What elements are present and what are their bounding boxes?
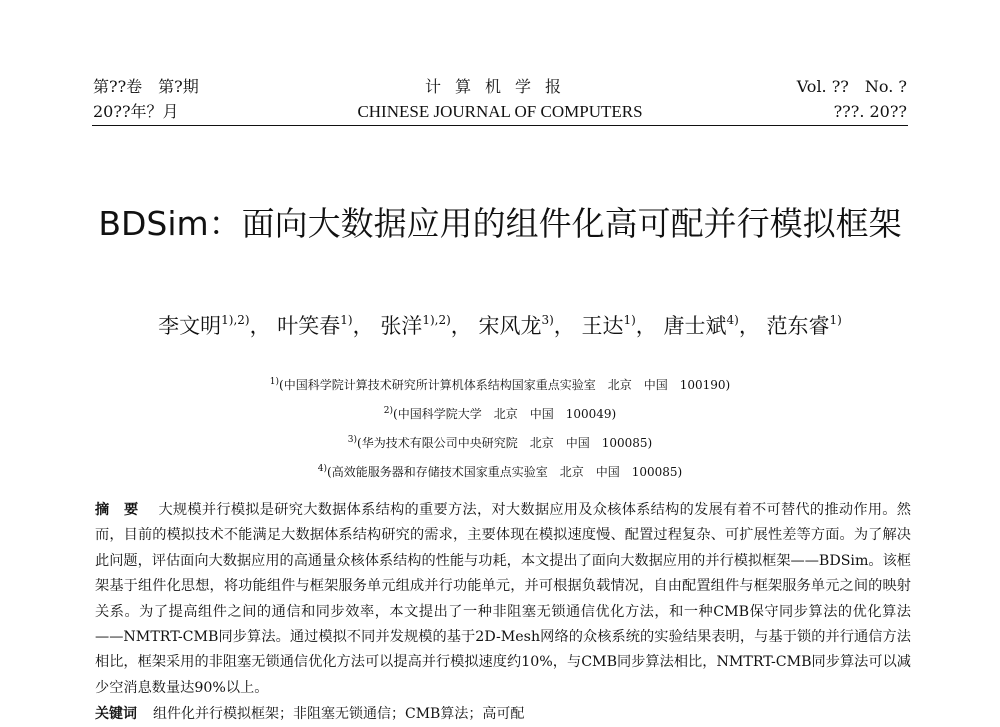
affiliation bbox=[0, 369, 1000, 398]
publication-date-en: ???. 20?? bbox=[833, 102, 907, 121]
author-affiliation-mark: 1) bbox=[623, 313, 636, 327]
affiliation bbox=[0, 427, 1000, 456]
author[interactable] bbox=[277, 314, 352, 338]
abstract-label: 摘 要 bbox=[95, 502, 139, 518]
journal-name-en: CHINESE JOURNAL OF COMPUTERS bbox=[357, 102, 643, 121]
author[interactable] bbox=[380, 314, 450, 338]
affiliation bbox=[0, 398, 1000, 427]
affiliation-text: (华为技术有限公司中央研究院 北京 中国 100085) bbox=[357, 436, 653, 450]
author-name: 张洋 bbox=[380, 314, 423, 338]
author-separator: ， bbox=[738, 314, 760, 338]
author[interactable] bbox=[581, 314, 635, 338]
author-affiliation-mark: 1) bbox=[829, 313, 842, 327]
keywords bbox=[95, 702, 911, 727]
affiliation-mark: 4) bbox=[317, 464, 328, 474]
author[interactable] bbox=[663, 314, 738, 338]
author-affiliation-mark: 4) bbox=[726, 313, 739, 327]
affiliation-mark: 1) bbox=[269, 377, 280, 387]
author-separator: ， bbox=[352, 314, 374, 338]
volume-number-en: Vol. ?? No. ? bbox=[796, 77, 907, 96]
abstract-text: 大规模并行模拟是研究大数据体系结构的重要方法，对大数据应用及众核体系结构的发展有着不可替代的推动作用。然而，目前的模拟技术不能满足大数据体系结构研究的需求，主要体现在模拟速度慢、配置过程复杂、可扩展性差等方面。为了解决此问题，评估面向大数据应用的高通量众核体系结构的性能与功耗，本文提出了面向大数据应用的并行模拟框架——BDSim。该框架基于组件化思想，将功能组件与框架服务单元组成并行功能单元，并可根据负载情况，自由配置组件与框架服务单元之间的映射关系。为了提高组件之间的通信和同步效率，本文提出了一种非阻塞无锁通信优化方法，和一种CMB保守同步算法的优化算法——NMTRT-CMB同步算法。通过模拟不同并发规模的基于2D-Mesh网络的众核系统的实验结果表明，与基于锁的并行通信方法相比，框架采用的非阻塞无锁通信优化方法可以提高并行模拟速度约10%，与CMB同步算法相比，NMTRT-CMB同步算法可以减少空消息数量达90%以上。 bbox=[95, 502, 911, 696]
author-affiliation-mark: 3) bbox=[541, 313, 554, 327]
affiliation-text: (中国科学院大学 北京 中国 100049) bbox=[393, 407, 617, 421]
author-name: 宋风龙 bbox=[478, 314, 542, 338]
author-affiliation-mark: 1),2) bbox=[221, 313, 250, 327]
author[interactable] bbox=[478, 314, 553, 338]
author[interactable] bbox=[767, 314, 842, 338]
author-separator: ， bbox=[635, 314, 657, 338]
author[interactable] bbox=[158, 314, 249, 338]
header-rule bbox=[92, 125, 908, 126]
keywords-label: 关键词 bbox=[95, 706, 137, 722]
author-name: 叶笑春 bbox=[277, 314, 341, 338]
paper-title: BDSim：面向大数据应用的组件化高可配并行模拟框架 bbox=[98, 204, 902, 244]
journal-volume-en bbox=[797, 74, 907, 124]
author-name: 李文明 bbox=[158, 314, 222, 338]
affiliation-mark: 2) bbox=[383, 406, 394, 416]
author-separator: ， bbox=[249, 314, 271, 338]
author-affiliation-mark: 1) bbox=[340, 313, 353, 327]
affiliation-mark: 3) bbox=[347, 435, 358, 445]
author-name: 唐士斌 bbox=[663, 314, 727, 338]
affiliation-text: (高效能服务器和存储技术国家重点实验室 北京 中国 100085) bbox=[327, 465, 683, 479]
affiliation-list bbox=[0, 369, 1000, 485]
author-name: 范东睿 bbox=[766, 314, 830, 338]
affiliation bbox=[0, 456, 1000, 485]
keywords-text: 组件化并行模拟框架；非阻塞无锁通信；CMB算法；高可配 bbox=[153, 706, 525, 722]
author-separator: ， bbox=[553, 314, 575, 338]
author-separator: ， bbox=[450, 314, 472, 338]
author-list bbox=[0, 305, 1000, 341]
author-affiliation-mark: 1),2) bbox=[422, 313, 451, 327]
abstract bbox=[95, 498, 911, 701]
volume-issue: 第??卷 第?期 bbox=[93, 77, 199, 96]
publication-date: 20??年？月 bbox=[93, 102, 179, 121]
author-name: 王达 bbox=[581, 314, 624, 338]
affiliation-text: (中国科学院计算技术研究所计算机体系结构国家重点实验室 北京 中国 100190) bbox=[279, 378, 731, 392]
journal-name-cn: 计算机学报 bbox=[424, 77, 575, 96]
